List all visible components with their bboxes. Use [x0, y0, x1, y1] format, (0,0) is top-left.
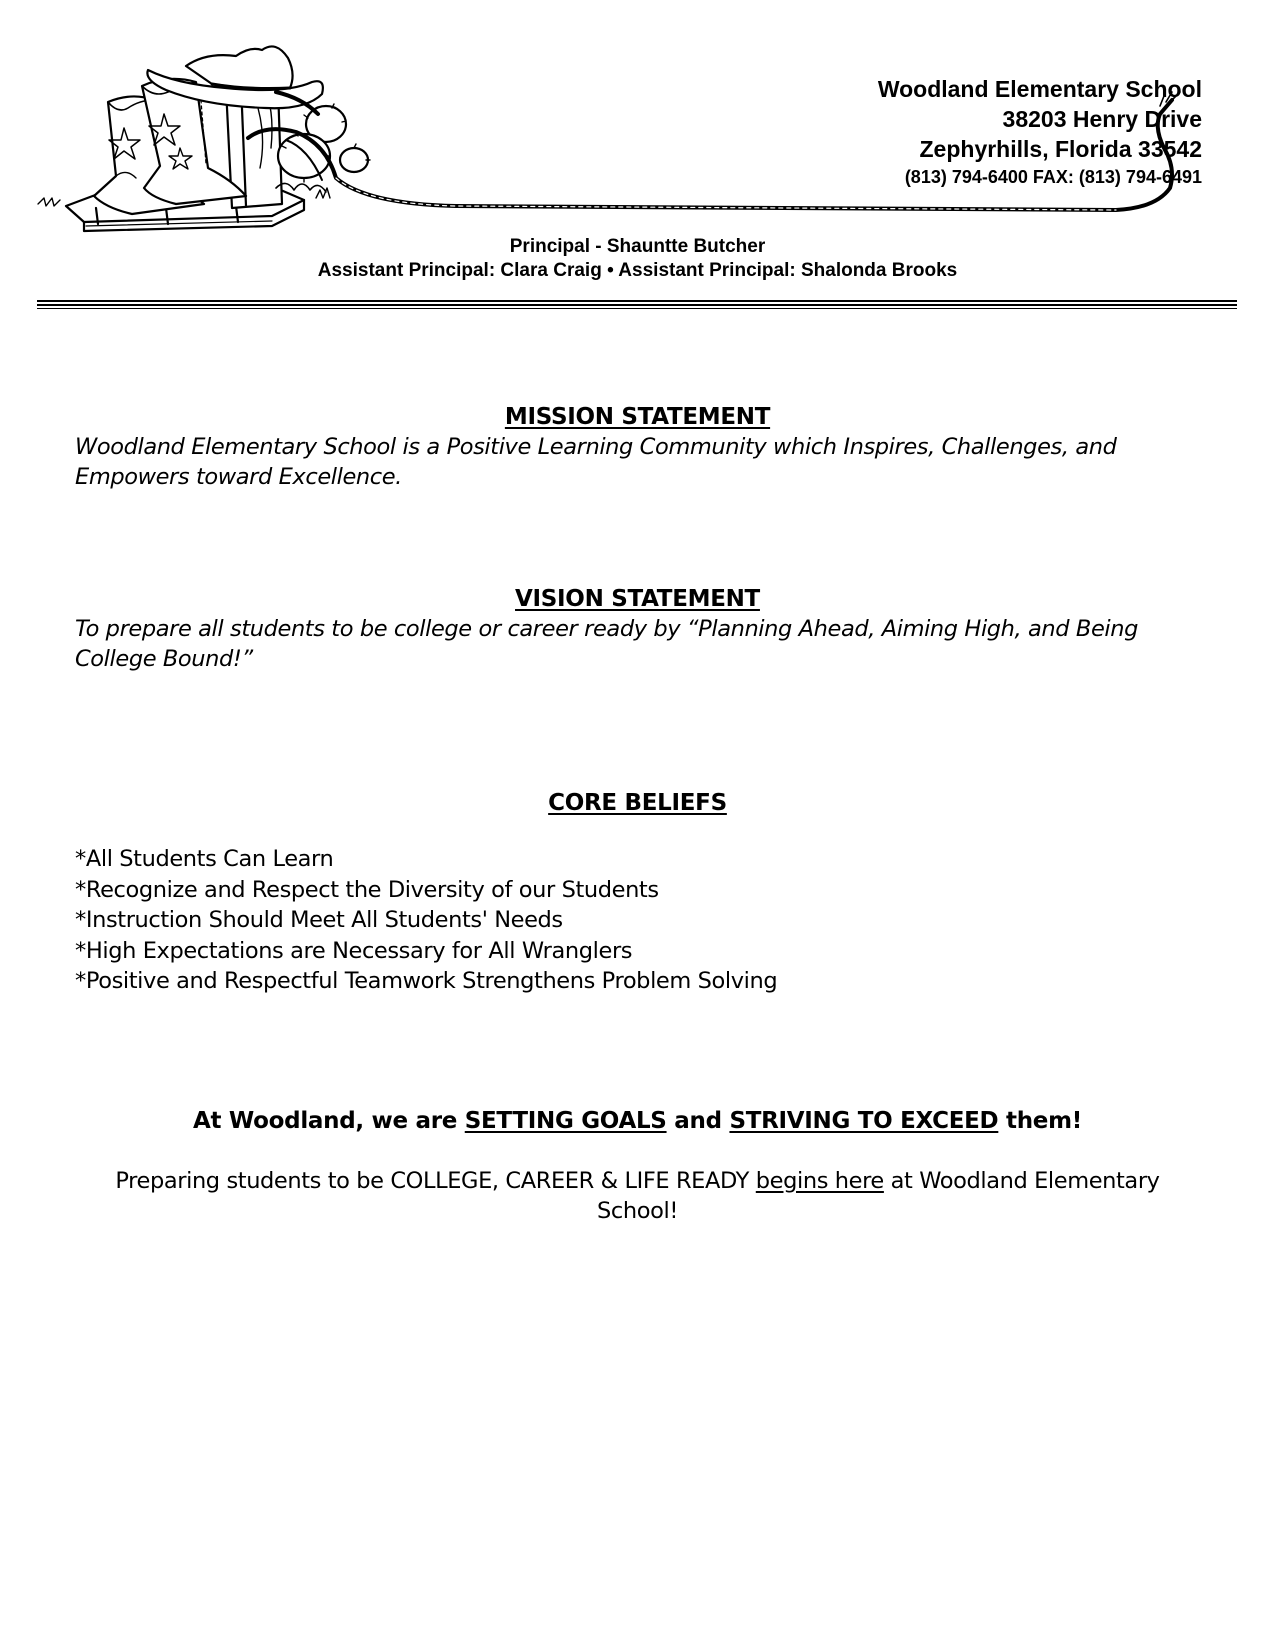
list-item: *Instruction Should Meet All Students' Needs — [75, 907, 563, 933]
mission-text: Woodland Elementary School is a Positive Learning Community which Inspires, Challenges, and Empowers toward Excellence. — [75, 434, 1117, 490]
closing-statement: Preparing students to be COLLEGE, CAREER & LIFE READY begins here at Woodland Elementary School! — [115, 1168, 1160, 1224]
school-city-state-zip: Zephyrhills, Florida 33542 — [919, 136, 1202, 162]
core-beliefs-list — [75, 844, 777, 997]
principal-line: Principal - Shauntte Butcher — [509, 236, 766, 257]
list-item: *High Expectations are Necessary for All Wranglers — [75, 937, 633, 964]
list-item: *Positive and Respectful Teamwork Strengthens Problem Solving — [75, 968, 778, 994]
header-divider — [37, 304, 1237, 306]
core-beliefs-heading: CORE BELIEFS — [548, 790, 727, 816]
school-contact-block — [878, 74, 1202, 190]
slogan-striving-to-exceed: STRIVING TO EXCEED — [729, 1108, 999, 1134]
header-divider — [37, 300, 1237, 302]
school-street: 38203 Henry Drive — [1002, 106, 1202, 132]
school-phone-fax: (813) 794-6400 FAX: (813) 794-6491 — [904, 167, 1202, 187]
header-divider — [37, 308, 1237, 309]
list-item: *All Students Can Learn — [75, 846, 334, 872]
assistant-principals-line: Assistant Principal: Clara Craig • Assistant Principal: Shalonda Brooks — [317, 260, 958, 281]
vision-heading: VISION STATEMENT — [515, 586, 760, 612]
begins-here-text: begins here — [755, 1168, 884, 1194]
vision-text: To prepare all students to be college or career ready by “Planning Ahead, Aiming High, and Being College Bound!” — [75, 616, 1139, 672]
cactus-icon — [276, 104, 370, 192]
mission-heading: MISSION STATEMENT — [504, 404, 771, 430]
slogan-setting-goals: SETTING GOALS — [464, 1108, 667, 1134]
school-name: Woodland Elementary School — [877, 76, 1202, 102]
list-item: *Recognize and Respect the Diversity of our Students — [75, 876, 659, 903]
slogan: At Woodland, we are SETTING GOALS and STRIVING TO EXCEED them! — [193, 1108, 1082, 1134]
